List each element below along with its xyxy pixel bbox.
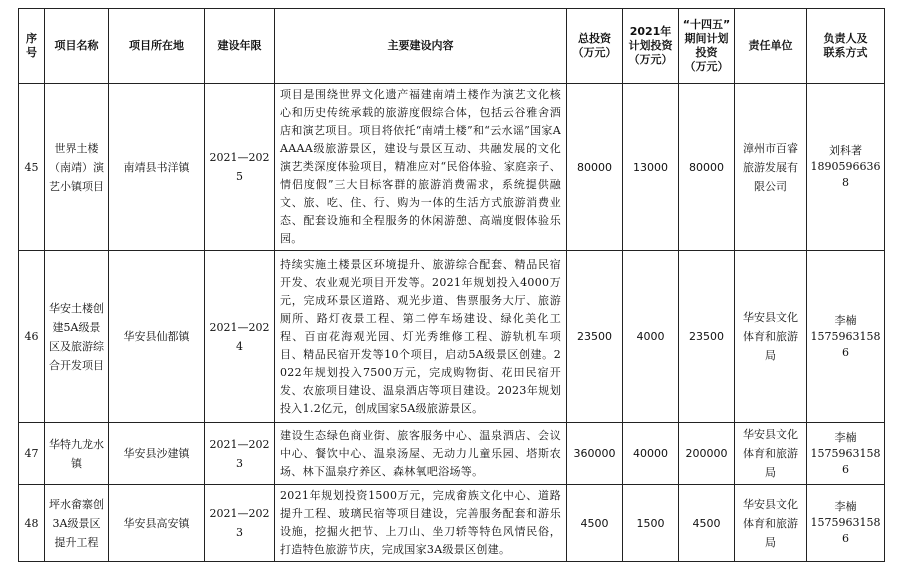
cell-period: 2021—2023 xyxy=(205,423,275,485)
header-name: 项目名称 xyxy=(45,9,109,84)
cell-unit: 漳州市百睿旅游发展有限公司 xyxy=(735,84,807,251)
cell-plan145: 4500 xyxy=(679,485,735,562)
header-total: 总投资 （万元） xyxy=(567,9,623,84)
cell-seq: 46 xyxy=(19,251,45,423)
contact-name: 李楠 xyxy=(834,500,857,513)
contact-phone: 15759631586 xyxy=(810,516,881,545)
cell-location: 华安县沙建镇 xyxy=(109,423,205,485)
cell-total: 4500 xyxy=(567,485,623,562)
cell-name: 华特九龙水镇 xyxy=(45,423,109,485)
header-row xyxy=(19,9,885,84)
header-plan2021: 2021年 计划投资 （万元） xyxy=(623,9,679,84)
contact-name: 刘科著 xyxy=(829,144,862,157)
cell-seq: 45 xyxy=(19,84,45,251)
cell-plan145: 23500 xyxy=(679,251,735,423)
cell-unit: 华安县文化体育和旅游局 xyxy=(735,423,807,485)
cell-seq: 48 xyxy=(19,485,45,562)
cell-unit: 华安县文化体育和旅游局 xyxy=(735,251,807,423)
cell-contact xyxy=(807,251,885,423)
cell-period: 2021—2025 xyxy=(205,84,275,251)
header-period: 建设年限 xyxy=(205,9,275,84)
table-row xyxy=(19,485,885,562)
cell-name: 世界土楼（南靖）演艺小镇项目 xyxy=(45,84,109,251)
cell-plan2021: 4000 xyxy=(623,251,679,423)
cell-content: 建设生态绿色商业街、旅客服务中心、温泉酒店、会议中心、餐饮中心、温泉汤屋、无动力儿童乐园、塔斯农场、林下温泉疗养区、森林氧吧浴场等。 xyxy=(275,423,567,485)
table-row xyxy=(19,423,885,485)
cell-period: 2021—2024 xyxy=(205,251,275,423)
contact-phone: 18905966368 xyxy=(810,160,881,189)
header-contact: 负责人及 联系方式 xyxy=(807,9,885,84)
cell-name: 坪水畲寨创3A级景区提升工程 xyxy=(45,485,109,562)
table-row xyxy=(19,84,885,251)
cell-plan2021: 1500 xyxy=(623,485,679,562)
cell-period: 2021—2023 xyxy=(205,485,275,562)
cell-location: 华安县高安镇 xyxy=(109,485,205,562)
project-table-wrapper xyxy=(18,8,884,562)
cell-location: 华安县仙都镇 xyxy=(109,251,205,423)
contact-name: 李楠 xyxy=(834,430,857,444)
cell-unit: 华安县文化体育和旅游局 xyxy=(735,485,807,562)
cell-plan145: 200000 xyxy=(679,423,735,485)
cell-name: 华安土楼创建5A级景区及旅游综合开发项目 xyxy=(45,251,109,423)
cell-seq: 47 xyxy=(19,423,45,485)
header-unit: 责任单位 xyxy=(735,9,807,84)
contact-phone: 15759631586 xyxy=(810,329,881,359)
cell-plan145: 80000 xyxy=(679,84,735,251)
project-table xyxy=(18,8,885,562)
cell-content: 项目是围绕世界文化遗产福建南靖土楼作为演艺文化核心和历史传统承载的旅游度假综合体，包括云谷雅舍酒店和演艺项目。项目将依托“南靖土楼”和“云水谣”国家AAAAA级旅游景区，建设与景区互动、共融发展的文化演艺类深度体验项目，精准应对“民俗体验、家庭亲子、情侣度假”三大目标客群的旅游消费需求，系统提供融文、旅、吃、住、行、购为一体的生活方式旅游消费业态、配套设施和全程服务的休闲游憩、高端度假体验乐园。 xyxy=(275,84,567,251)
header-plan145: “十四五” 期间计划 投资 （万元） xyxy=(679,9,735,84)
cell-total: 360000 xyxy=(567,423,623,485)
cell-total: 80000 xyxy=(567,84,623,251)
cell-content: 2021年规划投资1500万元，完成畲族文化中心、道路提升工程、玻璃民宿等项目建设，完善服务配套和游乐设施，挖掘火把节、上刀山、坐刀轿等特色风情民俗，打造特色旅游节庆，完成国家3A级景区创建。 xyxy=(275,485,567,562)
cell-contact xyxy=(807,485,885,562)
cell-total: 23500 xyxy=(567,251,623,423)
cell-contact xyxy=(807,84,885,251)
cell-plan2021: 40000 xyxy=(623,423,679,485)
cell-contact xyxy=(807,423,885,485)
contact-name: 李楠 xyxy=(834,313,857,327)
header-content: 主要建设内容 xyxy=(275,9,567,84)
cell-plan2021: 13000 xyxy=(623,84,679,251)
table-row xyxy=(19,251,885,423)
cell-content: 持续实施土楼景区环境提升、旅游综合配套、精品民宿开发、农业观光项目开发等。2021年规划投入4000万元，完成环景区道路、观光步道、售票服务大厅、旅游厕所、路灯夜景工程、第二停车场建设、绿化美化工程、百亩花海观光园、灯光秀维修工程、游轨机车项目、精品民宿开发等10个项目，启动5A级景区创建。2022年规划投入7500万元，完成购物街、花田民宿开发、农旅项目建设、温泉酒店等项目建设。2023年规划投入1.2亿元，创成国家5A级旅游景区。 xyxy=(275,251,567,423)
contact-phone: 15759631586 xyxy=(810,446,881,476)
cell-location: 南靖县书洋镇 xyxy=(109,84,205,251)
header-location: 项目所在地 xyxy=(109,9,205,84)
header-seq: 序号 xyxy=(19,9,45,84)
